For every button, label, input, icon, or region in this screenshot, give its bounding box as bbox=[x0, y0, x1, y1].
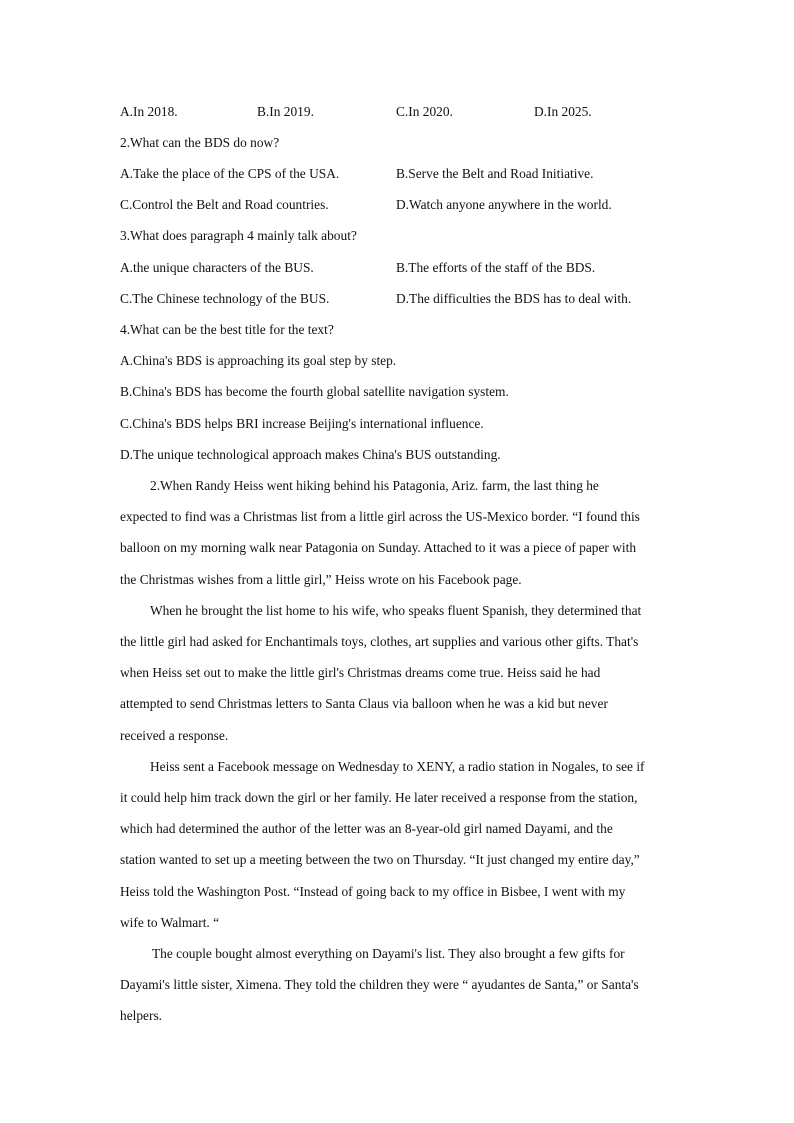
paragraph-line: station wanted to set up a meeting between the two on Thursday. “It just changed my entire day,” bbox=[120, 852, 640, 867]
q2-option-b: B.Serve the Belt and Road Initiative. bbox=[396, 166, 594, 181]
q4-option-d: D.The unique technological approach makes China's BUS outstanding. bbox=[120, 447, 501, 462]
q1-option-d: D.In 2025. bbox=[534, 104, 592, 119]
paragraph-line: When he brought the list home to his wife, who speaks fluent Spanish, they determined that bbox=[150, 603, 642, 618]
q2-option-d: D.Watch anyone anywhere in the world. bbox=[396, 197, 612, 212]
paragraph-line: when Heiss set out to make the little girl's Christmas dreams come true. Heiss said he had bbox=[120, 665, 601, 680]
q3-stem: 3.What does paragraph 4 mainly talk about? bbox=[120, 228, 357, 243]
q2-option-a: A.Take the place of the CPS of the USA. bbox=[120, 166, 340, 181]
q4-option-c: C.China's BDS helps BRI increase Beijing's international influence. bbox=[120, 416, 484, 431]
q2-option-c: C.Control the Belt and Road countries. bbox=[120, 197, 329, 212]
paragraph-line: the little girl had asked for Enchantimals toys, clothes, art supplies and various other gifts. That's bbox=[120, 634, 639, 649]
paragraph-line: Heiss sent a Facebook message on Wednesday to XENY, a radio station in Nogales, to see if bbox=[150, 759, 645, 774]
q4-stem: 4.What can be the best title for the text? bbox=[120, 322, 334, 337]
paragraph-line: received a response. bbox=[120, 728, 229, 743]
paragraph-line: the Christmas wishes from a little girl,” Heiss wrote on his Facebook page. bbox=[120, 572, 522, 587]
paragraph-line: Heiss told the Washington Post. “Instead of going back to my office in Bisbee, I went with my bbox=[120, 884, 626, 899]
paragraph-line: it could help him track down the girl or her family. He later received a response from the station, bbox=[120, 790, 638, 805]
paragraph-line: helpers. bbox=[120, 1008, 163, 1023]
q3-option-a: A.the unique characters of the BUS. bbox=[120, 260, 314, 275]
paragraph-line: expected to find was a Christmas list from a little girl across the US-Mexico border. “I found this bbox=[120, 509, 640, 524]
paragraph-line: Dayami's little sister, Ximena. They told the children they were “ ayudantes de Santa,” or Santa's bbox=[120, 977, 639, 992]
q4-option-a: A.China's BDS is approaching its goal step by step. bbox=[120, 353, 397, 368]
q3-option-b: B.The efforts of the staff of the BDS. bbox=[396, 260, 596, 275]
q1-option-c: C.In 2020. bbox=[396, 104, 453, 119]
q4-option-b: B.China's BDS has become the fourth global satellite navigation system. bbox=[120, 384, 509, 399]
paragraph-line: which had determined the author of the letter was an 8-year-old girl named Dayami, and the bbox=[120, 821, 613, 836]
paragraph-line: attempted to send Christmas letters to Santa Claus via balloon when he was a kid but never bbox=[120, 696, 608, 711]
q2-stem: 2.What can the BDS do now? bbox=[120, 135, 280, 150]
paragraph-line: 2.When Randy Heiss went hiking behind his Patagonia, Ariz. farm, the last thing he bbox=[150, 478, 599, 493]
q3-option-d: D.The difficulties the BDS has to deal with. bbox=[396, 291, 632, 306]
q1-option-b: B.In 2019. bbox=[257, 104, 314, 119]
q3-option-c: C.The Chinese technology of the BUS. bbox=[120, 291, 330, 306]
paragraph-line: balloon on my morning walk near Patagonia on Sunday. Attached to it was a piece of paper with bbox=[120, 540, 637, 555]
paragraph-line: The couple bought almost everything on Dayami's list. They also brought a few gifts for bbox=[152, 946, 625, 961]
q1-option-a: A.In 2018. bbox=[120, 104, 178, 119]
paragraph-line: wife to Walmart. “ bbox=[120, 915, 220, 930]
